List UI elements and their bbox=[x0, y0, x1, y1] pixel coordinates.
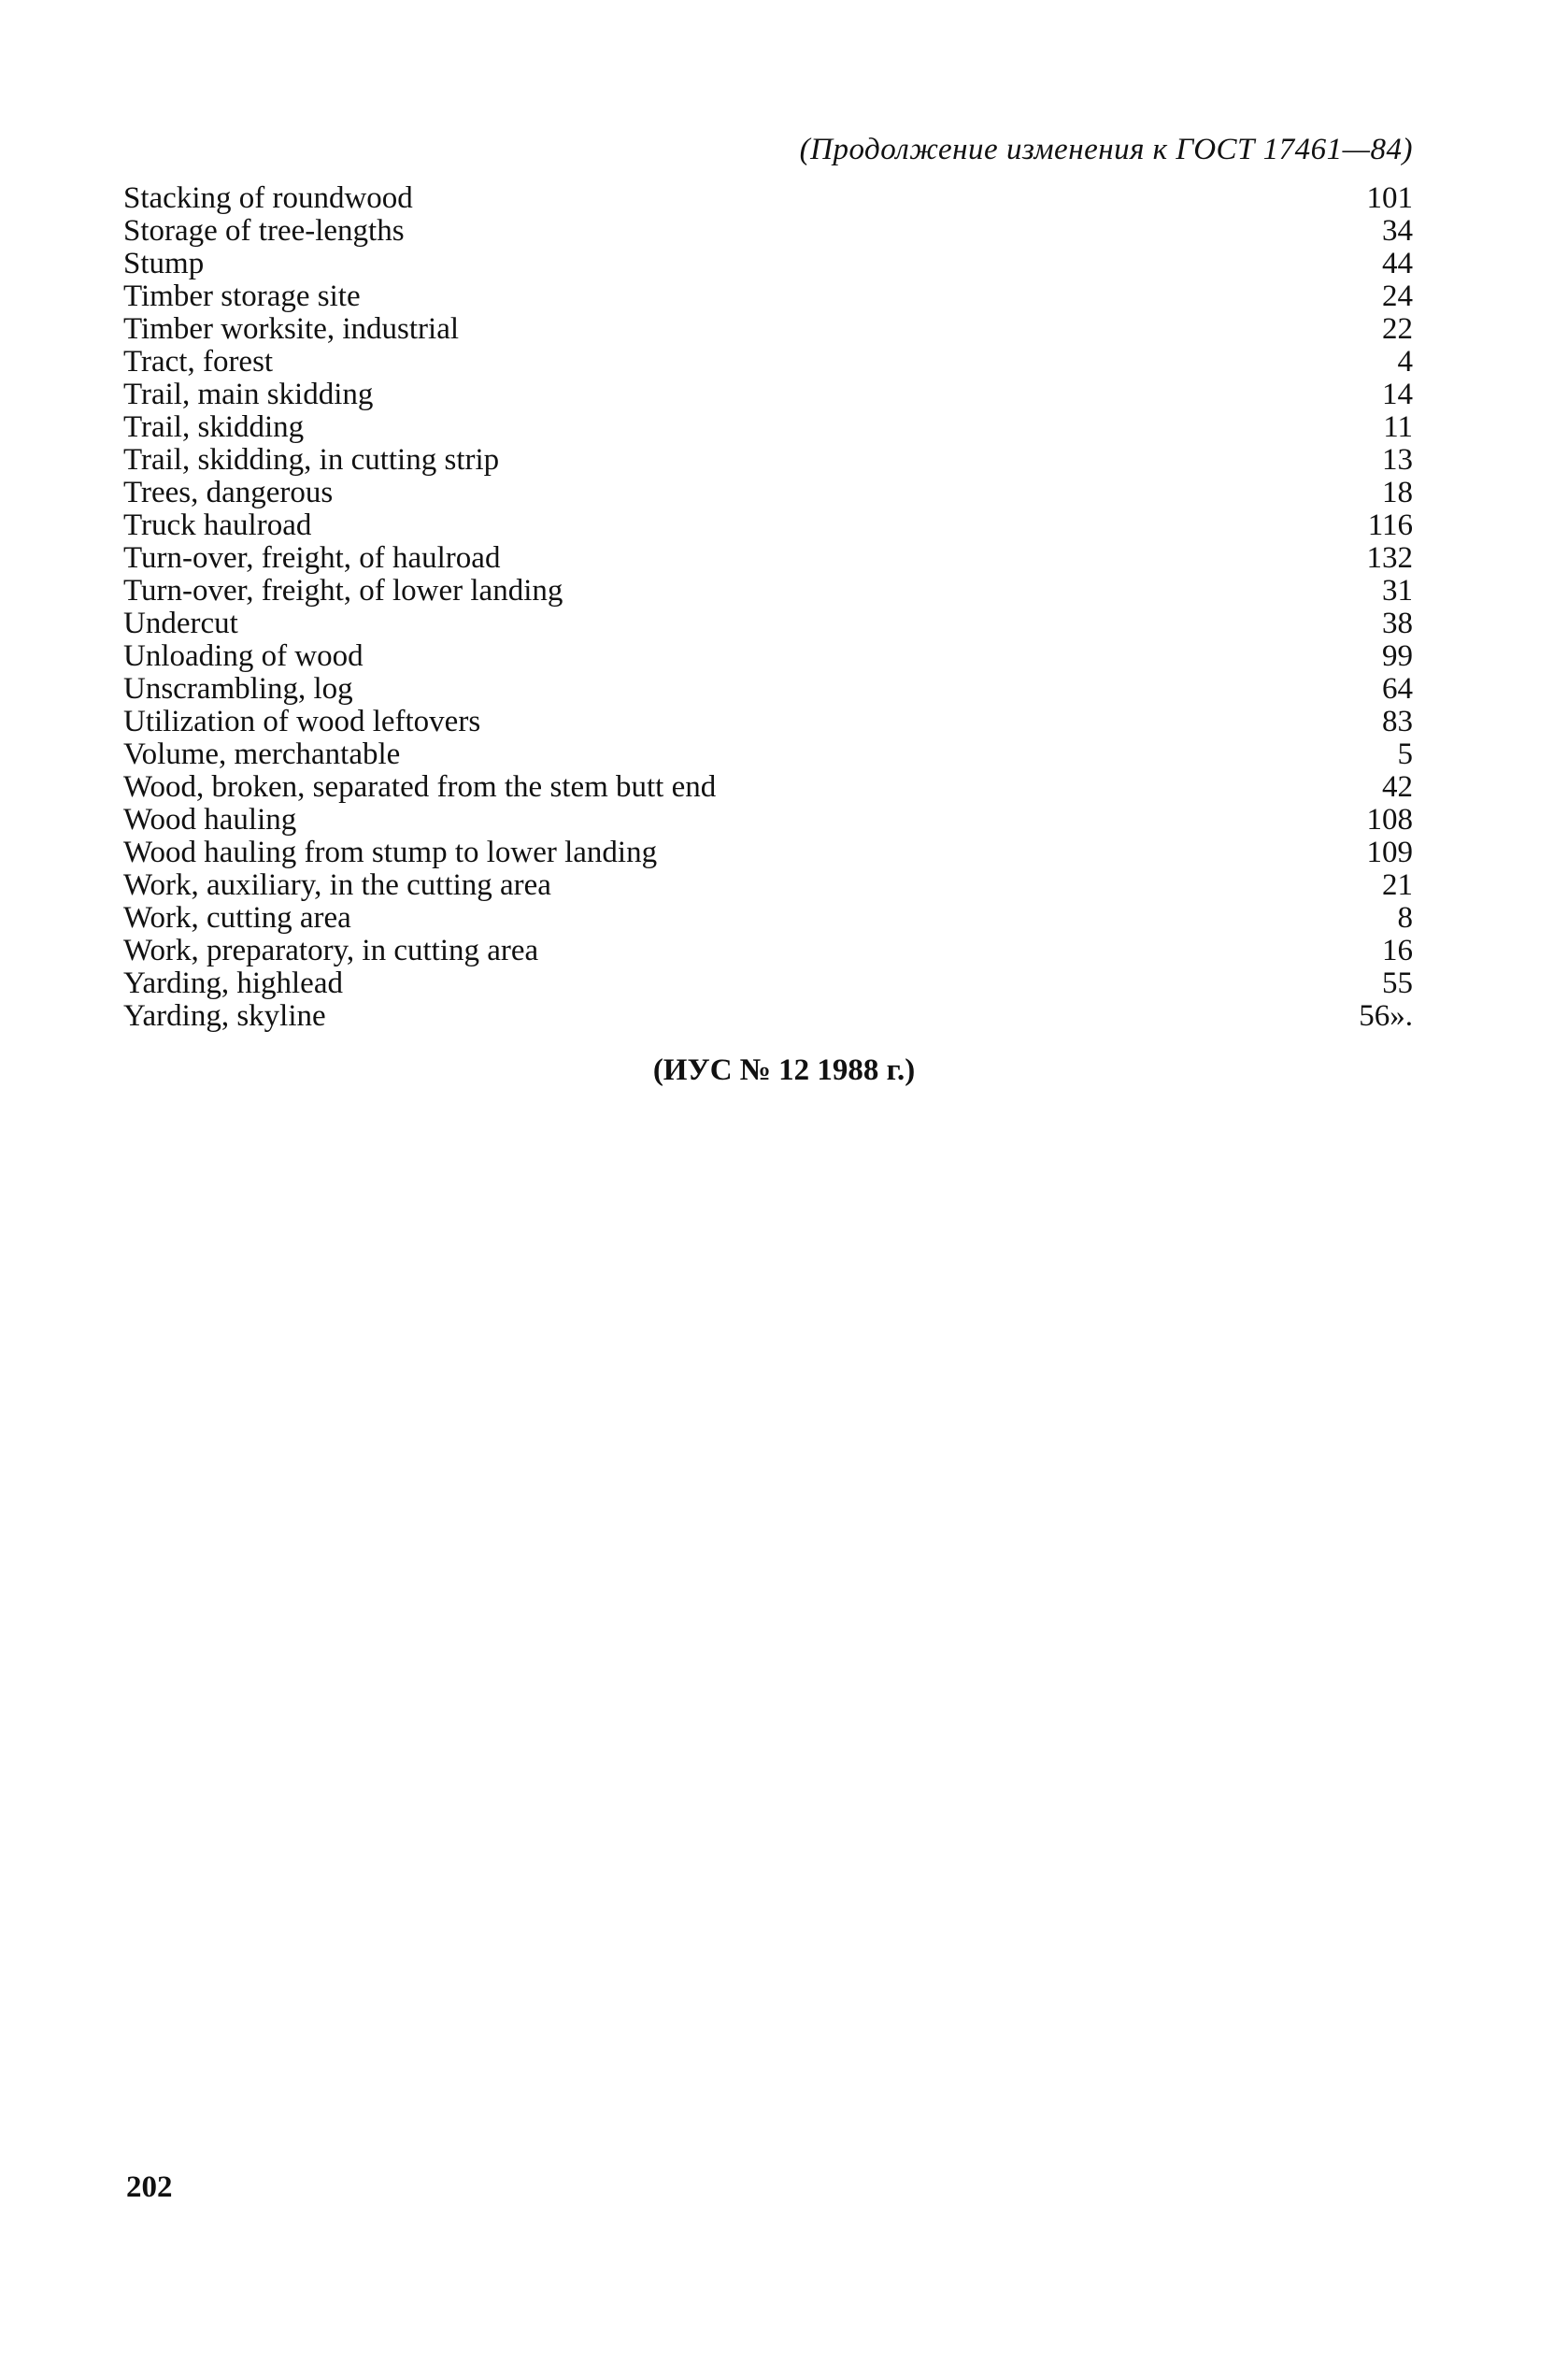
index-term: Yarding, highlead bbox=[123, 966, 343, 1000]
index-list bbox=[123, 182, 1413, 1033]
ius-reference-note: (ИУС № 12 1988 г.) bbox=[652, 1053, 916, 1087]
page-number: 202 bbox=[126, 2170, 173, 2204]
index-term: Wood hauling bbox=[123, 803, 297, 837]
index-term: Wood hauling from stump to lower landing bbox=[123, 836, 658, 869]
index-row bbox=[123, 542, 1413, 575]
index-term: Turn-over, freight, of lower landing bbox=[123, 574, 563, 608]
index-row bbox=[123, 902, 1413, 935]
index-term: Work, auxiliary, in the cutting area bbox=[123, 868, 551, 902]
index-row bbox=[123, 444, 1413, 477]
index-page-number: 18 bbox=[1382, 476, 1413, 509]
index-term: Trail, skidding bbox=[123, 410, 305, 444]
index-row bbox=[123, 280, 1413, 313]
index-page-number: 38 bbox=[1382, 607, 1413, 640]
index-page-number: 8 bbox=[1397, 901, 1413, 935]
index-row bbox=[123, 837, 1413, 869]
index-row bbox=[123, 738, 1413, 771]
index-row bbox=[123, 967, 1413, 1000]
index-row bbox=[123, 771, 1413, 804]
index-term: Timber storage site bbox=[123, 279, 361, 313]
index-page-number: 34 bbox=[1382, 214, 1413, 248]
index-term: Utilization of wood leftovers bbox=[123, 705, 481, 738]
index-page-number: 101 bbox=[1366, 181, 1413, 215]
index-term: Stacking of roundwood bbox=[123, 181, 413, 215]
index-row bbox=[123, 935, 1413, 967]
index-page-number: 16 bbox=[1382, 934, 1413, 967]
index-term: Undercut bbox=[123, 607, 238, 640]
index-term: Work, preparatory, in cutting area bbox=[123, 934, 539, 967]
index-term: Volume, merchantable bbox=[123, 737, 401, 771]
index-row bbox=[123, 575, 1413, 608]
index-page-number: 11 bbox=[1383, 410, 1413, 444]
index-page-number: 4 bbox=[1397, 345, 1413, 379]
index-term: Wood, broken, separated from the stem butt end bbox=[123, 770, 717, 804]
index-term: Turn-over, freight, of haulroad bbox=[123, 541, 501, 575]
index-page-number: 108 bbox=[1366, 803, 1413, 837]
index-term: Timber worksite, industrial bbox=[123, 312, 460, 346]
index-row bbox=[123, 215, 1413, 248]
index-page-number: 5 bbox=[1397, 737, 1413, 771]
index-page-number: 56». bbox=[1359, 999, 1413, 1033]
index-page-number: 22 bbox=[1382, 312, 1413, 346]
index-term: Unloading of wood bbox=[123, 639, 363, 673]
index-term: Storage of tree-lengths bbox=[123, 214, 405, 248]
index-page-number: 44 bbox=[1382, 247, 1413, 280]
index-term: Tract, forest bbox=[123, 345, 274, 379]
index-page-number: 13 bbox=[1382, 443, 1413, 477]
index-row bbox=[123, 509, 1413, 542]
index-row bbox=[123, 248, 1413, 280]
index-row bbox=[123, 346, 1413, 379]
index-row bbox=[123, 804, 1413, 837]
index-row bbox=[123, 706, 1413, 738]
index-term: Stump bbox=[123, 247, 205, 280]
index-row bbox=[123, 411, 1413, 444]
index-row bbox=[123, 640, 1413, 673]
index-term: Yarding, skyline bbox=[123, 999, 326, 1033]
index-page-number: 14 bbox=[1382, 378, 1413, 411]
index-page-number: 83 bbox=[1382, 705, 1413, 738]
index-term: Trail, main skidding bbox=[123, 378, 374, 411]
index-page-number: 109 bbox=[1366, 836, 1413, 869]
index-page-number: 116 bbox=[1367, 508, 1413, 542]
index-page-number: 42 bbox=[1382, 770, 1413, 804]
index-row bbox=[123, 1000, 1413, 1033]
index-page-number: 99 bbox=[1382, 639, 1413, 673]
index-row bbox=[123, 673, 1413, 706]
index-term: Truck haulroad bbox=[123, 508, 312, 542]
index-row bbox=[123, 869, 1413, 902]
index-row bbox=[123, 379, 1413, 411]
index-page-number: 21 bbox=[1382, 868, 1413, 902]
index-term: Trees, dangerous bbox=[123, 476, 334, 509]
index-row bbox=[123, 313, 1413, 346]
index-term: Work, cutting area bbox=[123, 901, 351, 935]
continuation-header: (Продолжение изменения к ГОСТ 17461—84) bbox=[799, 133, 1413, 166]
index-row bbox=[123, 477, 1413, 509]
index-term: Trail, skidding, in cutting strip bbox=[123, 443, 500, 477]
index-term: Unscrambling, log bbox=[123, 672, 353, 706]
index-row bbox=[123, 608, 1413, 640]
index-page-number: 31 bbox=[1382, 574, 1413, 608]
index-row bbox=[123, 182, 1413, 215]
index-page-number: 64 bbox=[1382, 672, 1413, 706]
index-page-number: 24 bbox=[1382, 279, 1413, 313]
index-page-number: 55 bbox=[1382, 966, 1413, 1000]
index-page-number: 132 bbox=[1366, 541, 1413, 575]
